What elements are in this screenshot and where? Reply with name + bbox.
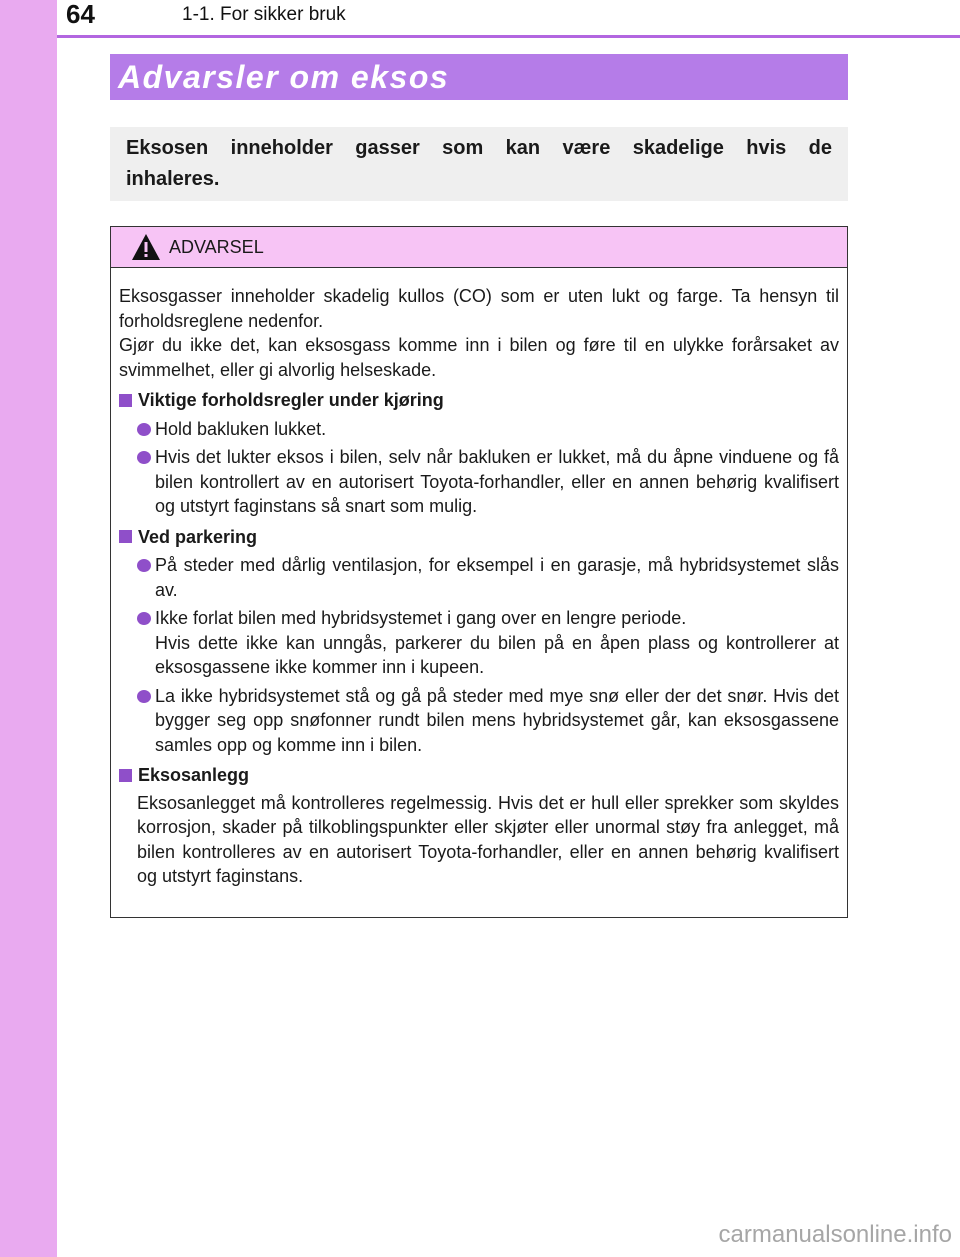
list-item-text: Hold bakluken lukket. [155, 418, 327, 439]
round-bullet-icon [137, 559, 151, 572]
chapter-label: 1-1. For sikker bruk [182, 4, 346, 25]
warning-paragraph: Gjør du ikke det, kan eksosgass komme inn i bilen og føre til en ulykke forårsaket av svimmelhet, eller gi alvorlig helseskade. [119, 335, 839, 380]
warning-label: ADVARSEL [169, 237, 264, 257]
subsection-heading [119, 525, 839, 550]
square-bullet-icon [119, 530, 132, 543]
warning-paragraph: Eksosgasser inneholder skadelig kullos (CO) som er uten lukt og farge. Ta hensyn til forholdsreglene nedenfor. [119, 286, 839, 331]
warning-triangle-icon [131, 233, 161, 261]
list-item-text: La ikke hybridsystemet stå og gå på steder med mye snø eller der det snør. Hvis det bygger seg opp snøfonner rundt bilen mens hybridsystemet går, kan eksosgassene samles opp og komme inn i bilen. [155, 685, 839, 755]
side-tab [0, 0, 57, 1257]
list-item-text: Hvis det lukter eksos i bilen, selv når bakluken er lukket, må du åpne vinduene og få bilen kontrollert av en autorisert Toyota-forhandler, eller en annen behørig kvalifisert og utstyrt faginstans så snart som mulig. [155, 447, 839, 516]
subsection-heading [119, 388, 839, 413]
heading-text: Ved parkering [138, 526, 258, 547]
warning-body [111, 268, 847, 889]
watermark: carmanualsonline.info [718, 1221, 952, 1248]
heading-text: Eksosanlegg [138, 765, 250, 785]
list-item [119, 445, 839, 519]
subsection-text: Eksosanlegget må kontrolleres regelmessig. Hvis det er hull eller sprekker som skyldes korrosjon, skader på tilkoblingspunkter eller skjøter eller unormal støy fra anlegget, må bilen kontrolleres av en autorisert Toyota-forhandler, eller en annen behørig kvalifisert og utstyrt faginstans. [137, 792, 839, 886]
warning-box [110, 226, 848, 918]
list-item [119, 417, 839, 442]
subsection-heading [119, 763, 839, 788]
page-number: 64 [66, 0, 95, 29]
list-item [119, 553, 839, 602]
list-item-text: Ikke forlat bilen med hybridsystemet i gang over en lengre periode. Hvis dette ikke kan unngås, parkerer du bilen på en åpen plass og kontrollerer at eksosgassene ikke kommer inn i kupeen. [155, 608, 839, 677]
square-bullet-icon [119, 769, 132, 782]
list-item [119, 606, 839, 680]
warning-header [111, 227, 847, 268]
list-item-text: På steder med dårlig ventilasjon, for eksempel i en garasje, må hybridsystemet slås av. [155, 555, 839, 600]
round-bullet-icon [137, 612, 151, 625]
heading-text: Viktige forholdsregler under kjøring [138, 390, 444, 410]
section-title: Advarsler om eksos [110, 54, 848, 100]
round-bullet-icon [137, 690, 151, 703]
list-item [119, 684, 839, 758]
intro-text: Eksosen inneholder gasser som kan være skadelige hvis de inhaleres. [110, 127, 848, 201]
round-bullet-icon [137, 423, 151, 436]
header-rule [57, 35, 960, 38]
round-bullet-icon [137, 451, 151, 464]
square-bullet-icon [119, 394, 132, 407]
